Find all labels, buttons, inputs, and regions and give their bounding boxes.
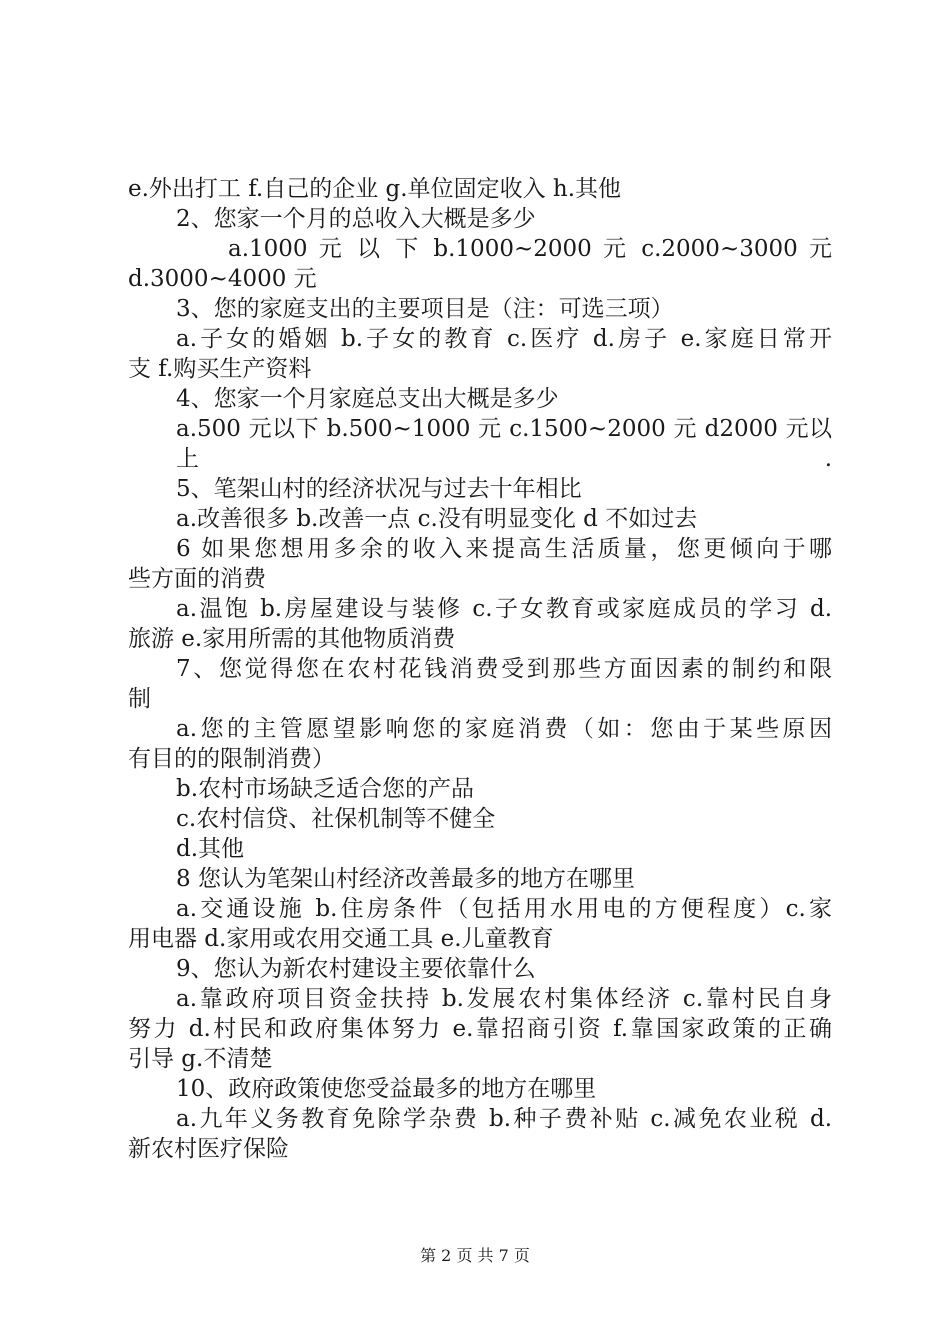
document-body (128, 174, 832, 1164)
page-number: 第 2 页 共 7 页 (420, 1246, 530, 1265)
answer-options: a.1000 元 以 下 b.1000~2000 元 c.2000~3000 元 (228, 236, 832, 262)
answer-option-a: a.您的主管愿望影响您的家庭消费（如：您由于某些原因 (176, 716, 832, 742)
answer-option-d: d.其他 (176, 836, 245, 862)
question-8: 8 您认为笔架山村经济改善最多的地方在哪里 (176, 866, 635, 892)
answer-options: a.温饱 b.房屋建设与装修 c.子女教育或家庭成员的学习 d. (176, 596, 832, 622)
answer-option-a-continued: 有目的的限制消费） (128, 746, 335, 772)
answer-options: a.九年义务教育免除学杂费 b.种子费补贴 c.减免农业税 d. (176, 1106, 832, 1132)
answer-options: 支 f.购买生产资料 (128, 356, 312, 382)
question-9: 9、您认为新农村建设主要依靠什么 (176, 956, 536, 982)
answer-options: a.靠政府项目资金扶持 b.发展农村集体经济 c.靠村民自身 (176, 986, 832, 1012)
answer-options: 旅游 e.家用所需的其他物质消费 (128, 626, 456, 652)
answer-options: 用电器 d.家用或农用交通工具 e.儿童教育 (128, 926, 554, 952)
question-3: 3、您的家庭支出的主要项目是（注：可选三项） (176, 296, 674, 322)
answer-options: a.交通设施 b.住房条件（包括用水用电的方便程度）c.家 (176, 896, 832, 922)
answer-options: a.子女的婚姻 b.子女的教育 c.医疗 d.房子 e.家庭日常开 (176, 326, 832, 352)
answer-options: 引导 g.不清楚 (128, 1046, 273, 1072)
question-6: 6 如果您想用多余的收入来提高生活质量，您更倾向于哪 (176, 536, 832, 562)
answer-options: 新农村医疗保险 (128, 1136, 289, 1162)
answer-options: a.改善很多 b.改善一点 c.没有明显变化 d 不如过去 (176, 506, 698, 532)
answer-options: 努力 d.村民和政府集体努力 e.靠招商引资 f.靠国家政策的正确 (128, 1016, 832, 1042)
question-7: 7、您觉得您在农村花钱消费受到那些方面因素的制约和限 (176, 656, 832, 682)
question-6-continued: 些方面的消费 (128, 566, 266, 592)
question-2: 2、您家一个月的总收入大概是多少 (176, 206, 536, 232)
answer-option-b: b.农村市场缺乏适合您的产品 (176, 776, 475, 802)
question-10: 10、政府政策使您受益最多的地方在哪里 (176, 1076, 597, 1102)
answer-options: a.500 元以下 b.500~1000 元 c.1500~2000 元 d2000 元以上. (176, 416, 832, 472)
answer-option-c: c.农村信贷、社保机制等不健全 (176, 806, 496, 832)
text-line: e.外出打工 f.自己的企业 g.单位固定收入 h.其他 (128, 176, 622, 202)
question-7-continued: 制 (128, 686, 151, 712)
question-5: 5、笔架山村的经济状况与过去十年相比 (176, 476, 582, 502)
answer-options: d.3000~4000 元 (128, 266, 317, 292)
question-4: 4、您家一个月家庭总支出大概是多少 (176, 386, 559, 412)
